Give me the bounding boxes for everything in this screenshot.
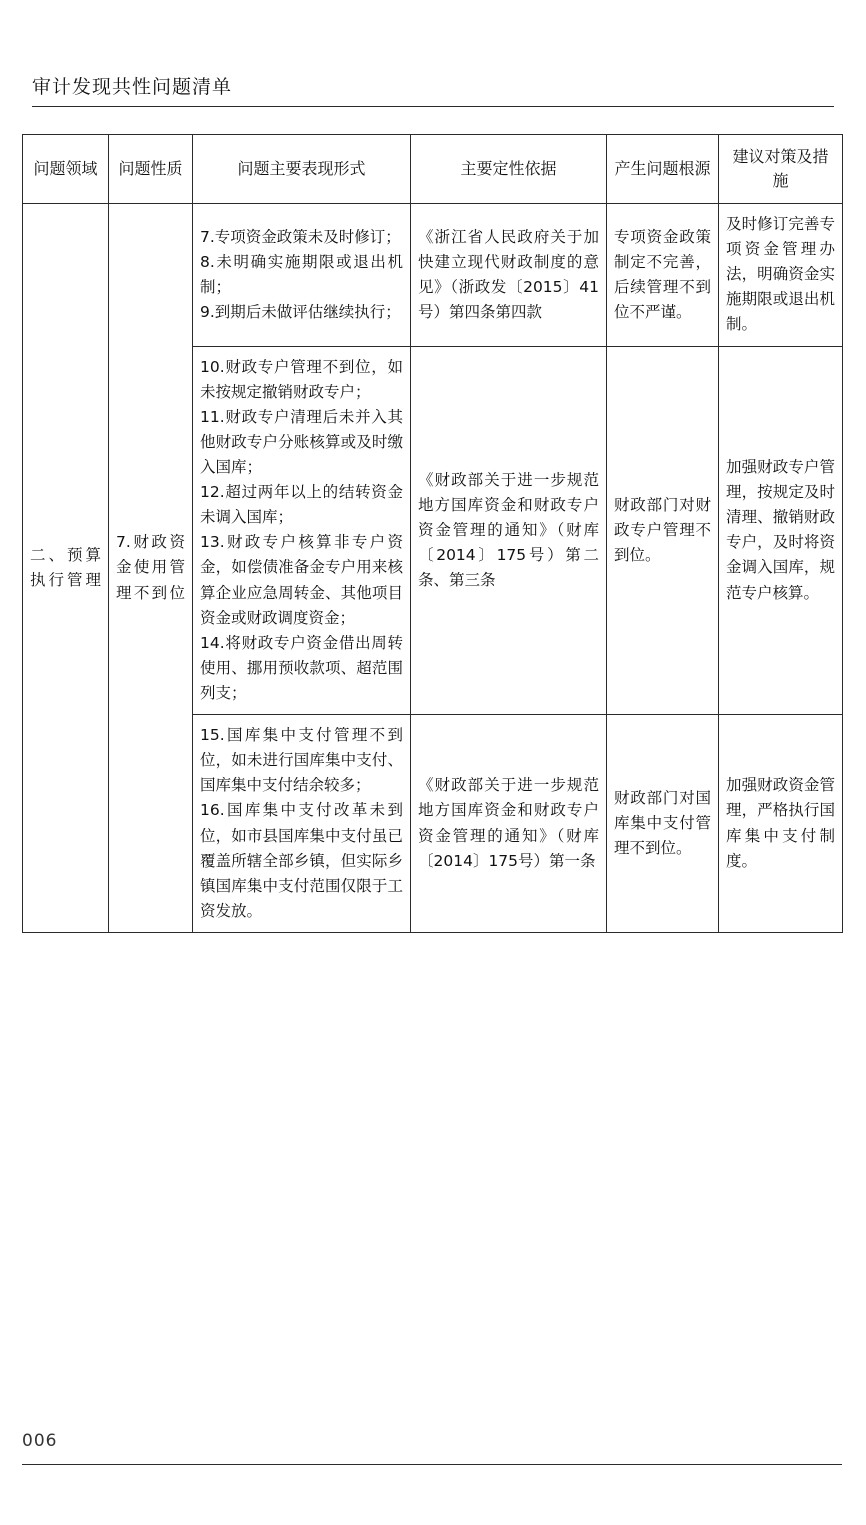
column-header-manifestation: 问题主要表现形式 [193,135,411,204]
table-header [23,135,843,204]
table-body [23,204,843,933]
cell-root-cause: 专项资金政策制定不完善，后续管理不到位不严谨。 [607,204,719,347]
cell-domain: 二、预算执行管理 [23,204,109,933]
cell-measures: 加强财政专户管理，按规定及时清理、撤销财政专户，及时将资金调入国库，规范专户核算。 [719,346,843,715]
cell-nature: 7.财政资金使用管理不到位 [109,204,193,933]
cell-measures: 加强财政资金管理，严格执行国库集中支付制度。 [719,715,843,933]
cell-basis: 《财政部关于进一步规范地方国库资金和财政专户资金管理的通知》（财库〔2014〕175号）第一条 [411,715,607,933]
column-header-root-cause: 产生问题根源 [607,135,719,204]
cell-root-cause: 财政部门对财政专户管理不到位。 [607,346,719,715]
audit-issues-table [22,134,843,933]
cell-manifestation: 7.专项资金政策未及时修订； 8.未明确实施期限或退出机制； 9.到期后未做评估继续执行； [193,204,411,347]
column-header-nature: 问题性质 [109,135,193,204]
column-header-basis: 主要定性依据 [411,135,607,204]
cell-basis: 《财政部关于进一步规范地方国库资金和财政专户资金管理的通知》（财库〔2014〕175号）第二条、第三条 [411,346,607,715]
column-header-domain: 问题领域 [23,135,109,204]
footer-divider [22,1464,842,1465]
cell-manifestation: 10.财政专户管理不到位，如未按规定撤销财政专户； 11.财政专户清理后未并入其他财政专户分账核算或及时缴入国库； 12.超过两年以上的结转资金未调入国库； 13.财政专户核算非专户资金，如偿债准备金专户用来核算企业应急周转金、其他项目资金或财政调度资金； 14.将财政专户资金借出周转使用、挪用预收款项、超范围列支； [193,346,411,715]
page-title: 审计发现共性问题清单 [32,76,233,98]
cell-basis: 《浙江省人民政府关于加快建立现代财政制度的意见》（浙政发〔2015〕41号）第四条第四款 [411,204,607,347]
cell-measures: 及时修订完善专项资金管理办法，明确资金实施期限或退出机制。 [719,204,843,347]
cell-manifestation: 15.国库集中支付管理不到位，如未进行国库集中支付、国库集中支付结余较多； 16.国库集中支付改革未到位，如市县国库集中支付虽已覆盖所辖全部乡镇，但实际乡镇国库集中支付范围仅限于工资发放。 [193,715,411,933]
cell-root-cause: 财政部门对国库集中支付管理不到位。 [607,715,719,933]
header-divider [32,106,834,107]
column-header-measures: 建议对策及措施 [719,135,843,204]
page-number: 006 [22,1431,58,1451]
table-row [23,204,843,347]
table-header-row [23,135,843,204]
